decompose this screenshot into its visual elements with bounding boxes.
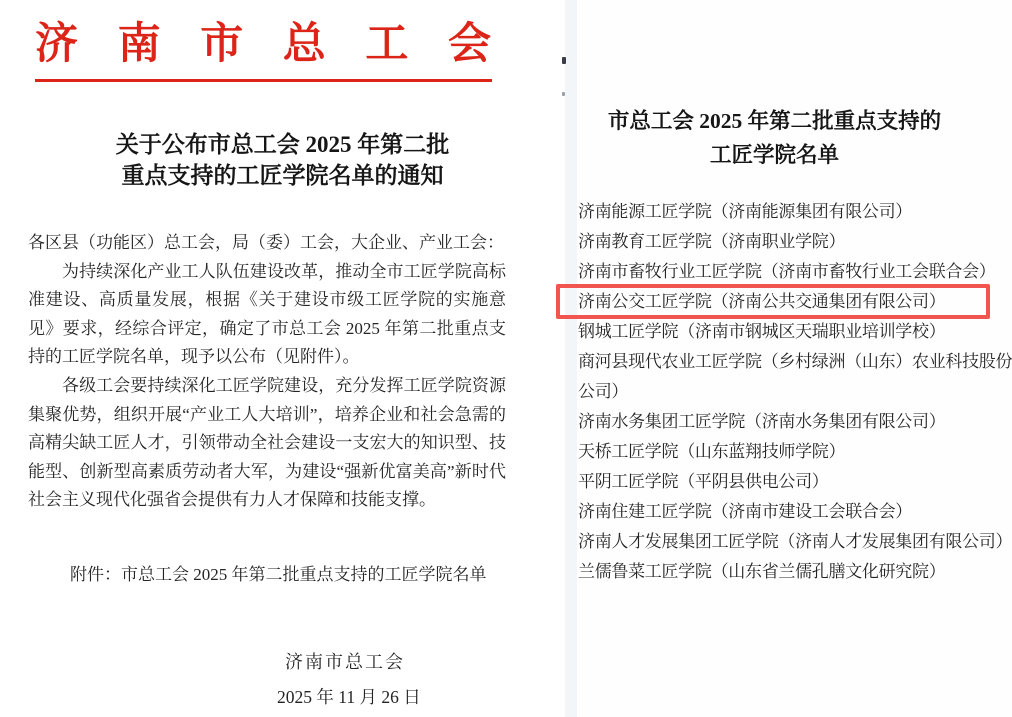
list-item: 济南水务集团工匠学院（济南水务集团有限公司） — [578, 412, 946, 431]
body-paragraph-1: 为持续深化产业工人队伍建设改革，推动全市工匠学院高标准建设、高质量发展，根据《关于建设市级工匠学院的实施意见》要求，经综合评定，确定了市总工会 2025 年第二批重点支持的工匠学院名单，现予以公布（见附件）。 — [28, 261, 506, 367]
list-title — [577, 104, 972, 172]
list-item: 平阴工匠学院（平阴县供电公司） — [578, 472, 829, 491]
letterhead-char: 市 — [200, 21, 244, 68]
list-item: 济南市畜牧行业工匠学院（济南市畜牧行业工会联合会） — [578, 262, 996, 281]
letterhead-char: 南 — [117, 21, 161, 68]
attachment-page — [577, 0, 1012, 717]
page-seam — [565, 0, 577, 717]
letterhead-char: 会 — [447, 21, 491, 68]
letterhead-char: 总 — [282, 21, 326, 68]
attachment-reference: 附件：市总工会 2025 年第二批重点支持的工匠学院名单 — [70, 565, 487, 584]
list-item: 济南人才发展集团工匠学院（济南人才发展集团有限公司） — [578, 532, 1012, 551]
notice-title-line1: 关于公布市总工会 2025 年第二批 — [115, 132, 450, 157]
notice-title-line2: 重点支持的工匠学院名单的通知 — [121, 163, 444, 188]
college-list — [578, 197, 1012, 587]
list-title-line2: 工匠学院名单 — [709, 143, 839, 167]
scan-speck — [562, 92, 565, 96]
notice-body — [28, 229, 506, 515]
letterhead-rule — [35, 79, 492, 82]
issue-date: 2025 年 11 月 26 日 — [277, 687, 421, 707]
issuing-authority: 济南市总工会 — [285, 652, 405, 672]
list-item: 济南教育工匠学院（济南职业学院） — [578, 232, 846, 251]
letterhead-char: 济 — [35, 21, 78, 68]
list-item: 济南能源工匠学院（济南能源集团有限公司） — [578, 202, 912, 221]
notice-title — [10, 129, 555, 191]
salutation: 各区县（功能区）总工会，局（委）工会，大企业、产业工会： — [28, 233, 504, 252]
body-paragraph-2: 各级工会要持续深化工匠学院建设，充分发挥工匠学院资源集聚优势，组织开展“产业工人大培训”，培养企业和社会急需的高精尖缺工匠人才，引领带动全社会建设一支宏大的知识型、技能型、创新型高素质劳动者大军，为建设“强新优富美高”新时代社会主义现代化强省会提供有力人才保障和技能支撑。 — [28, 375, 506, 510]
list-item: 钢城工匠学院（济南市钢城区天瑞职业培训学校） — [578, 322, 946, 341]
list-item: 兰儒鲁菜工匠学院（山东省兰儒孔膳文化研究院） — [578, 562, 946, 581]
list-item-highlighted: 济南公交工匠学院（济南公共交通集团有限公司） — [578, 292, 946, 311]
letterhead-title — [35, 22, 491, 68]
list-item: 济南住建工匠学院（济南市建设工会联合会） — [578, 502, 912, 521]
list-item: 商河县现代农业工匠学院（乡村绿洲（山东）农业科技股份公司） — [578, 352, 1012, 401]
letterhead-char: 工 — [365, 21, 409, 68]
list-title-line1: 市总工会 2025 年第二批重点支持的 — [607, 109, 942, 133]
list-item: 天桥工匠学院（山东蓝翔技师学院） — [578, 442, 846, 461]
scan-speck — [562, 57, 566, 64]
